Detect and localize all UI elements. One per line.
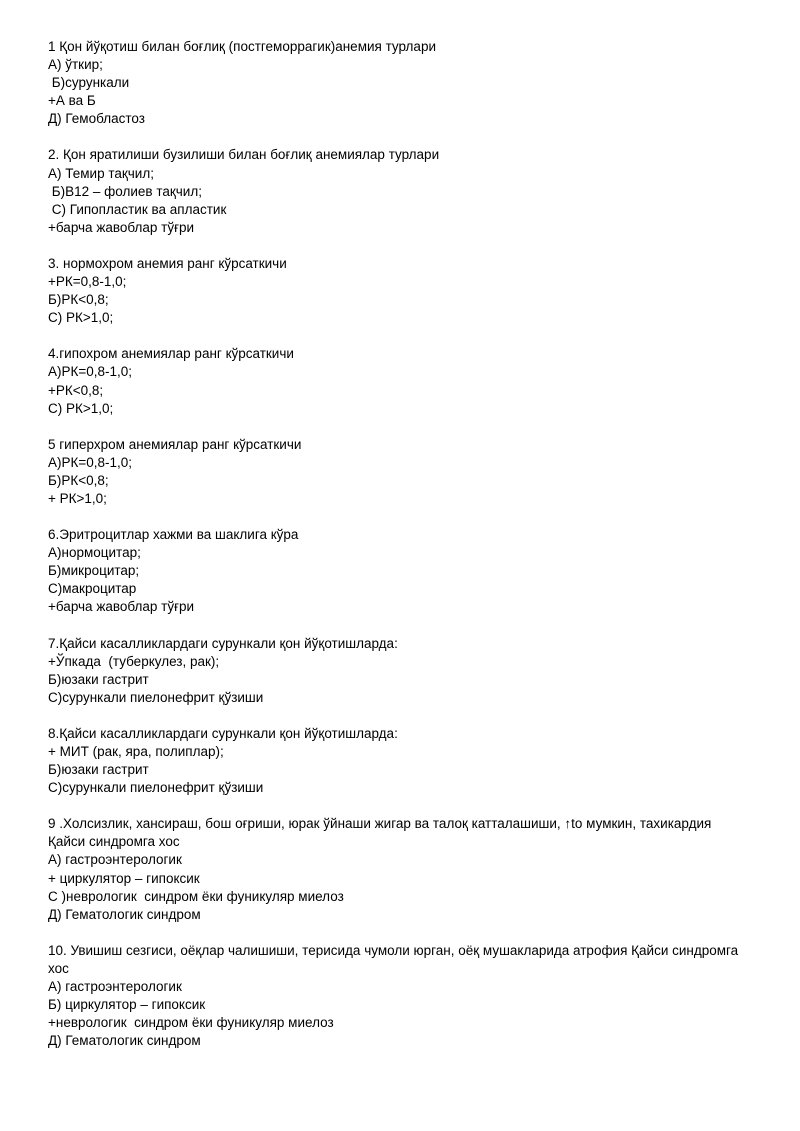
question-10-option: Д) Гематологик синдром — [48, 1033, 201, 1049]
question-5-option: + РК>1,0; — [48, 490, 107, 506]
question-7-option: Б)юзаки гастрит — [48, 671, 149, 687]
question-2-option: А) Темир тақчил; — [48, 165, 154, 181]
question-8-option: Б)юзаки гастрит — [48, 762, 149, 778]
question-9-option: А) гастроэнтерологик — [48, 852, 182, 868]
question-1 — [48, 38, 758, 128]
question-6-option: +барча жавоблар тўғри — [48, 599, 195, 615]
question-9-text: 9 .Холсизлик, хансираш, бош оғриши, юрак ўйнаши жигар ва талоқ катталашиши, ↑tо мумкин, тахикардия — [48, 816, 712, 832]
question-1-option: +А ва Б — [48, 93, 96, 109]
question-9-option: + циркулятор – гипоксик — [48, 870, 200, 886]
question-8-text: 8.Қайси касалликлардаги сурункали қон йўқотишларда: — [48, 725, 398, 741]
question-8 — [48, 725, 758, 797]
question-7-option: С)сурункали пиелонефрит қўзиши — [48, 689, 264, 705]
question-6-text: 6.Эритроцитлар хажми ва шаклига кўра — [48, 527, 299, 543]
question-4-text: 4.гипохром анемиялар ранг кўрсаткичи — [48, 346, 294, 362]
question-2 — [48, 146, 758, 236]
question-3-option: Б)РК<0,8; — [48, 292, 109, 308]
question-9 — [48, 815, 758, 924]
question-8-option: + МИТ (рак, яра, полиплар); — [48, 744, 224, 759]
question-10-text: хос — [48, 960, 69, 976]
question-8-option: С)сурункали пиелонефрит қўзиши — [48, 780, 264, 796]
question-5 — [48, 436, 758, 508]
question-6-option: С)макроцитар — [48, 581, 137, 597]
document-page — [48, 38, 758, 1068]
question-7-text: 7.Қайси касалликлардаги сурункали қон йўқотишларда: — [48, 635, 398, 651]
question-10-option: +неврологик синдром ёки фуникуляр миелоз — [48, 1015, 334, 1031]
question-9-option: С )неврологик синдром ёки фуникуляр миелоз — [48, 888, 344, 904]
question-7 — [48, 635, 758, 707]
question-6 — [48, 526, 758, 616]
question-1-text: 1 Қон йўқотиш билан боғлиқ (постгеморрагик)анемия турлари — [48, 39, 436, 54]
question-3-text: 3. нормохром анемия ранг кўрсаткичи — [48, 255, 287, 271]
question-3-option: +РК=0,8-1,0; — [48, 274, 127, 290]
question-6-option: А)нормоцитар; — [48, 545, 141, 561]
question-4-option: С) РК>1,0; — [48, 400, 114, 416]
question-1-option: Б)сурункали — [48, 75, 130, 91]
question-5-option: Б)РК<0,8; — [48, 472, 109, 488]
question-2-option: +барча жавоблар тўғри — [48, 219, 195, 235]
question-4-option: +РК<0,8; — [48, 382, 104, 398]
question-10-option: Б) циркулятор – гипоксик — [48, 997, 206, 1013]
question-9-option: Д) Гематологик синдром — [48, 906, 201, 922]
question-1-option: Д) Гемобластоз — [48, 111, 145, 127]
question-2-option: С) Гипопластик ва апластик — [48, 201, 227, 217]
question-10-option: А) гастроэнтерологик — [48, 979, 182, 995]
question-3-option: С) РК>1,0; — [48, 310, 114, 326]
question-5-option: А)РК=0,8-1,0; — [48, 454, 133, 470]
question-5-text: 5 гиперхром анемиялар ранг кўрсаткичи — [48, 436, 302, 452]
question-1-option: А) ўткир; — [48, 57, 103, 73]
question-7-option: +Ўпкада (туберкулез, рак); — [48, 653, 220, 669]
question-4-option: А)РК=0,8-1,0; — [48, 364, 133, 380]
question-4 — [48, 345, 758, 417]
question-6-option: Б)микроцитар; — [48, 563, 140, 579]
question-10-text: 10. Увишиш сезгиси, оёқлар чалишиши, терисида чумоли юрган, оёқ мушакларида атрофия Қайси синдромга — [48, 942, 739, 958]
question-2-option: Б)В12 – фолиев тақчил; — [48, 183, 202, 199]
question-9-text: Қайси синдромга хос — [48, 834, 180, 850]
question-3 — [48, 255, 758, 327]
question-2-text: 2. Қон яратилиши бузилиши билан боғлиқ анемиялар турлари — [48, 147, 440, 163]
question-10 — [48, 942, 758, 1051]
